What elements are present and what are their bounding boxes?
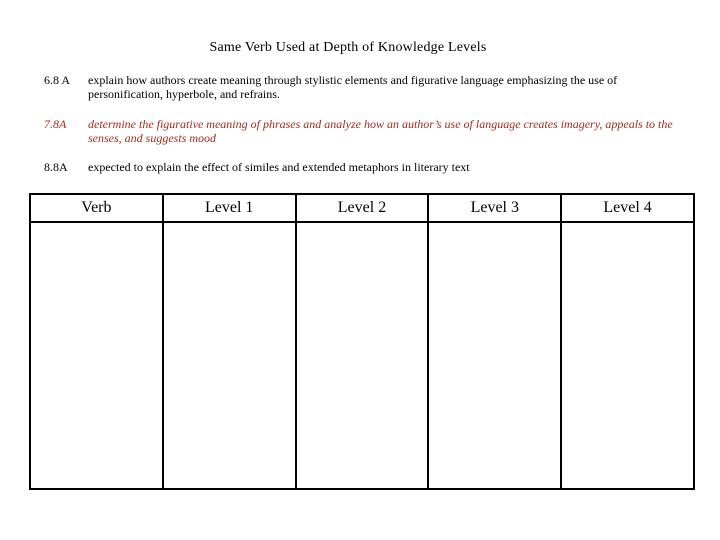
column-verb bbox=[31, 195, 162, 488]
column-level-2 bbox=[295, 195, 428, 488]
column-header-level-2: Level 2 bbox=[297, 195, 428, 223]
column-level-3 bbox=[427, 195, 560, 488]
standard-code: 7.8A bbox=[44, 117, 67, 131]
standard-description: explain how authors create meaning through stylistic elements and figurative language emphasizing the use of personification, hyperbole, and refrains. bbox=[88, 73, 618, 101]
standard-description: expected to explain the effect of similes and extended metaphors in literary text bbox=[88, 160, 470, 174]
standard-8-8a bbox=[44, 160, 684, 174]
column-header-level-4: Level 4 bbox=[562, 195, 693, 223]
column-cell-level-3[interactable] bbox=[429, 223, 560, 488]
standard-7-8a bbox=[44, 117, 684, 145]
column-cell-level-1[interactable] bbox=[164, 223, 295, 488]
page-title: Same Verb Used at Depth of Knowledge Levels bbox=[209, 40, 487, 55]
column-header-level-3: Level 3 bbox=[429, 195, 560, 223]
column-cell-level-2[interactable] bbox=[297, 223, 428, 488]
column-cell-level-4[interactable] bbox=[562, 223, 693, 488]
column-cell-verb[interactable] bbox=[31, 223, 162, 488]
standard-code: 6.8 A bbox=[44, 73, 71, 87]
standard-code: 8.8A bbox=[44, 160, 68, 174]
dok-table bbox=[29, 193, 695, 490]
standard-description: determine the figurative meaning of phrases and analyze how an author’s use of language creates imagery, appeals to the senses, and suggests mood bbox=[88, 117, 673, 145]
standard-6-8a bbox=[44, 73, 684, 101]
column-header-verb: Verb bbox=[31, 195, 162, 223]
column-header-level-1: Level 1 bbox=[164, 195, 295, 223]
column-level-4 bbox=[560, 195, 693, 488]
column-level-1 bbox=[162, 195, 295, 488]
